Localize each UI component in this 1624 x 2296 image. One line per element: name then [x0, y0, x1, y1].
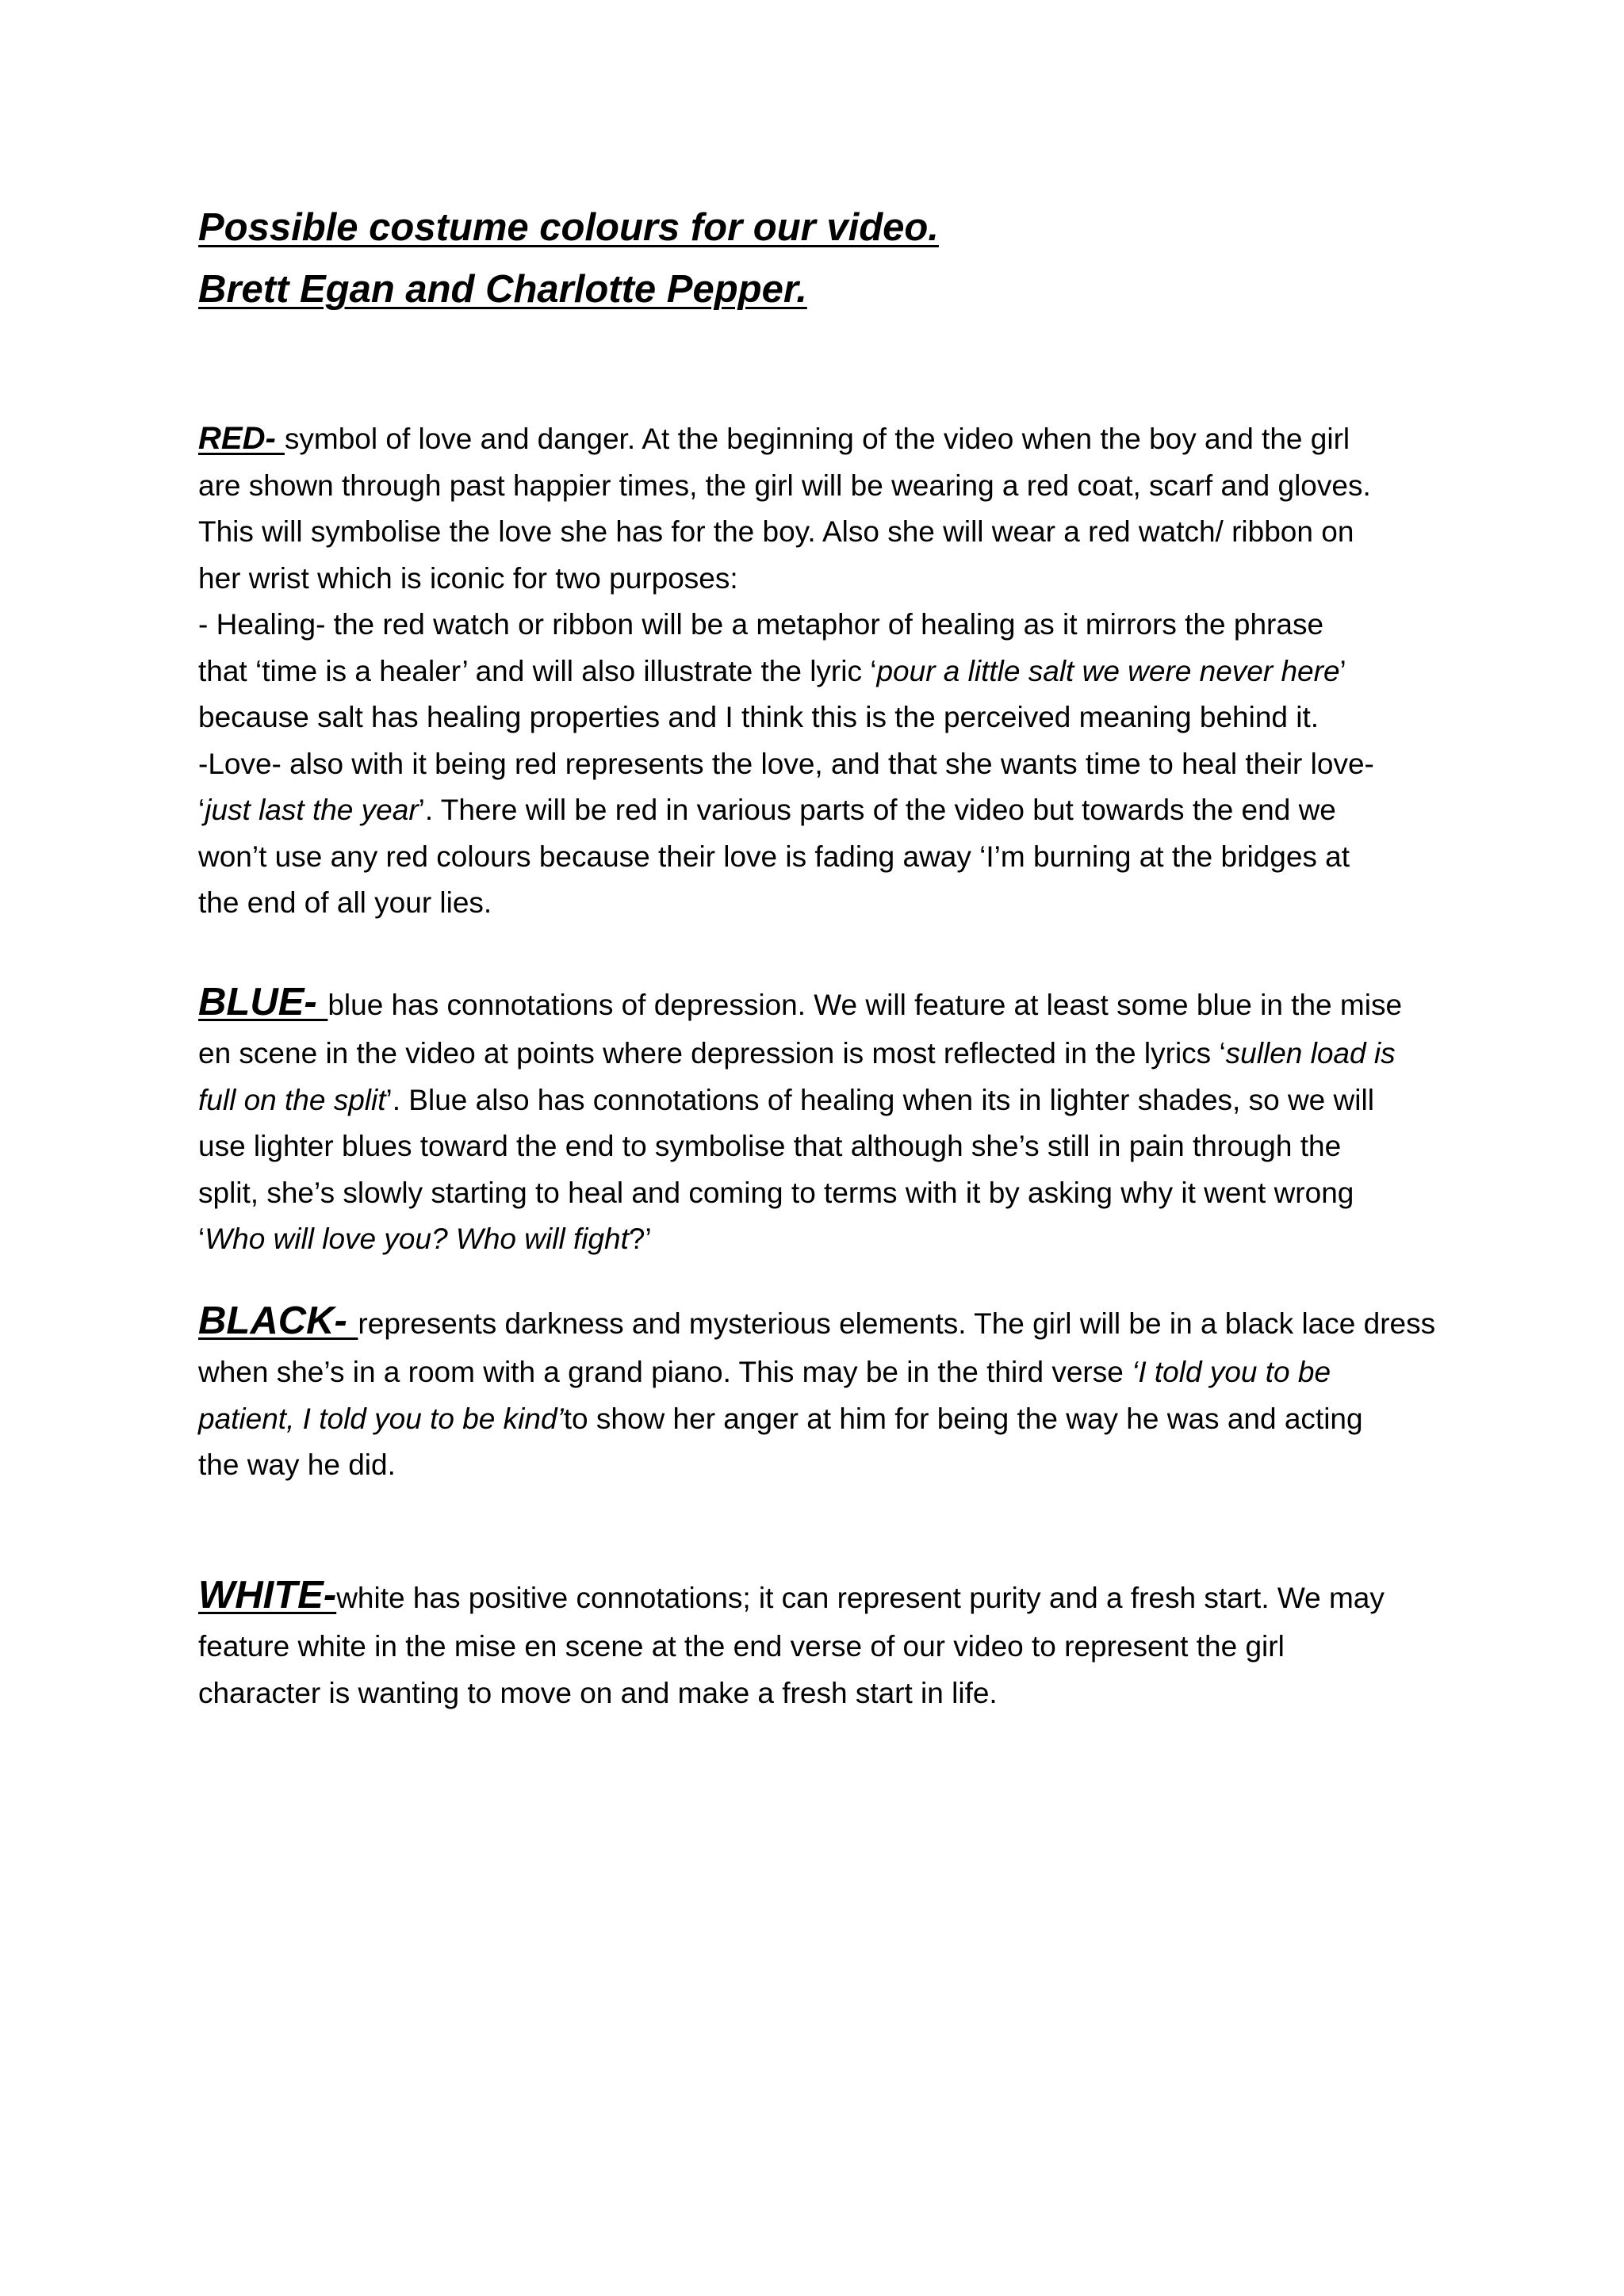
blue-line-1: BLUE- blue has connotations of depression. We will feature at least some blue in the mise	[198, 981, 1403, 1024]
white-line-2: feature white in the mise en scene at the end verse of our video to represent the girl	[198, 1630, 1285, 1663]
white-line-1: WHITE-white has positive connotations; it can represent purity and a fresh start. We may	[198, 1574, 1385, 1617]
blue-heading: BLUE-	[198, 981, 328, 1024]
red-lyric-year: just last the year	[205, 794, 419, 826]
section-white	[198, 1570, 1443, 1716]
section-black	[198, 1295, 1443, 1489]
red-line-5: - Healing- the red watch or ribbon will be a metaphor of healing as it mirrors the phrase	[198, 608, 1324, 641]
red-line-6: that ‘time is a healer’ and will also illustrate the lyric ‘pour a little salt we were never here’	[198, 654, 1346, 687]
red-line-10: won’t use any red colours because their love is fading away ‘I’m burning at the bridges at	[198, 840, 1350, 873]
red-line-4: her wrist which is iconic for two purposes:	[198, 561, 738, 595]
black-line-1: BLACK- represents darkness and mysterious elements. The girl will be in a black lace dress	[198, 1299, 1436, 1342]
red-line-1: RED- symbol of love and danger. At the beginning of the video when the boy and the girl	[198, 421, 1350, 456]
blue-lyric-fight: Who will love you? Who will fight	[205, 1223, 629, 1255]
blue-lyric-sullen: sullen load is	[1225, 1037, 1396, 1070]
blue-line-2: en scene in the video at points where depression is most reflected in the lyrics ‘sullen load is	[198, 1037, 1396, 1070]
black-lyric-patient: ‘I told you to be	[1132, 1356, 1331, 1388]
red-line-3: This will symbolise the love she has for the boy. Also she will wear a red watch/ ribbon on	[198, 515, 1354, 548]
red-line-11: the end of all your lies.	[198, 886, 492, 919]
blue-line-4: use lighter blues toward the end to symbolise that although she’s still in pain through the	[198, 1130, 1342, 1162]
red-heading: RED-	[198, 421, 285, 456]
blue-line-3: full on the split’. Blue also has connotations of healing when its in lighter shades, so we will	[198, 1083, 1374, 1116]
white-line-3: character is wanting to move on and make a fresh start in life.	[198, 1676, 998, 1709]
section-red	[198, 415, 1443, 927]
red-lyric-salt: pour a little salt we were never here	[876, 654, 1340, 687]
white-heading: WHITE-	[198, 1574, 337, 1617]
section-blue	[198, 977, 1443, 1263]
red-line-2: are shown through past happier times, the girl will be wearing a red coat, scarf and gloves.	[198, 469, 1371, 502]
blue-line-5: split, she’s slowly starting to heal and coming to terms with it by asking why it went wrong	[198, 1176, 1354, 1209]
black-line-3: patient, I told you to be kind’to show her anger at him for being the way he was and acting	[198, 1402, 1363, 1435]
red-line-8: -Love- also with it being red represents the love, and that she wants time to heal their love-	[198, 747, 1374, 780]
title-line-2: Brett Egan and Charlotte Pepper.	[198, 268, 807, 311]
blue-line-6: ‘Who will love you? Who will fight?’	[198, 1223, 652, 1255]
black-line-2: when she’s in a room with a grand piano. This may be in the third verse ‘I told you to be	[198, 1356, 1331, 1388]
red-line-7: because salt has healing properties and I think this is the perceived meaning behind it.	[198, 701, 1320, 733]
title-line-1: Possible costume colours for our video.	[198, 206, 939, 249]
black-lyric-kind: patient, I told you to be kind’	[198, 1402, 564, 1435]
black-line-4: the way he did.	[198, 1448, 396, 1481]
document-title	[198, 197, 1467, 320]
red-line-9: ‘just last the year’. There will be red in various parts of the video but towards the end we	[198, 794, 1336, 826]
black-heading: BLACK-	[198, 1299, 358, 1342]
blue-lyric-split: full on the split	[198, 1083, 386, 1116]
